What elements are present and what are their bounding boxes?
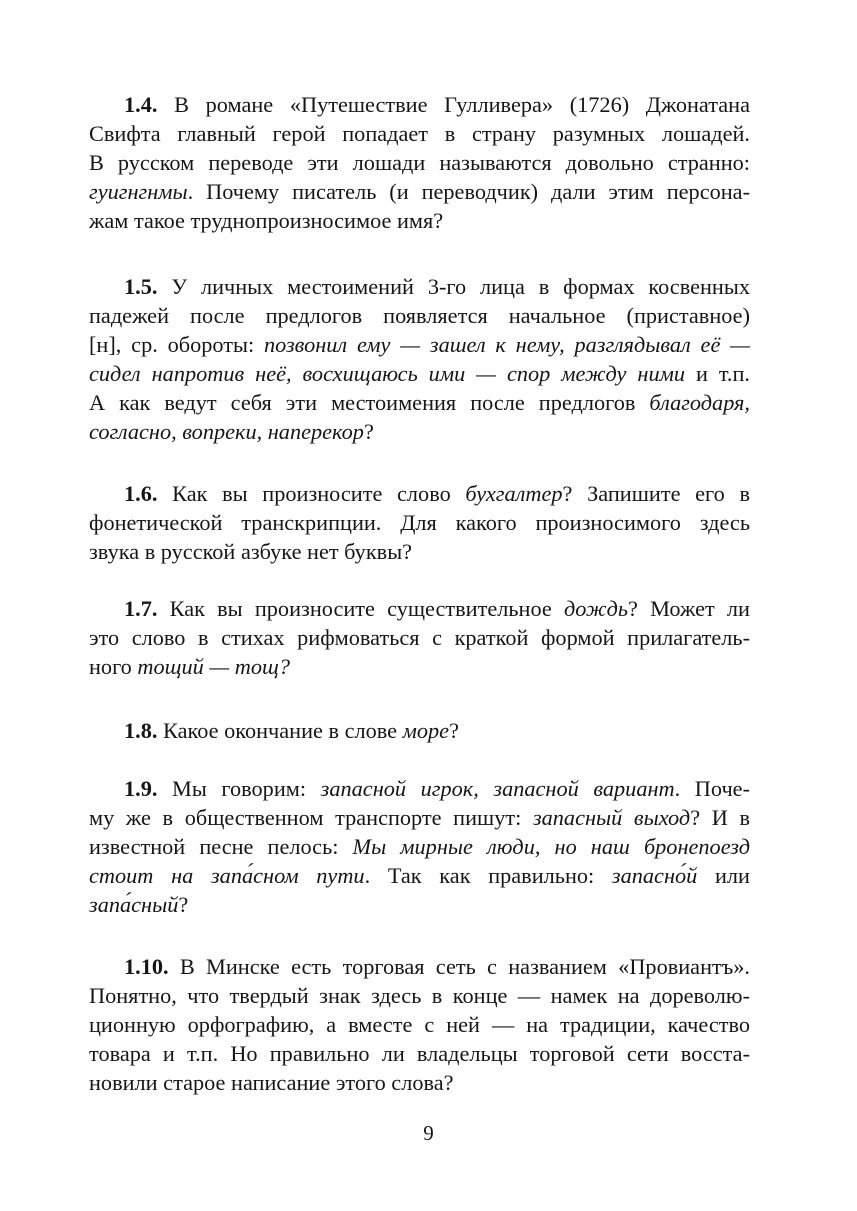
italic-example: море (402, 718, 450, 743)
italic-example: запасной игрок, запасной вариант (320, 776, 675, 801)
text-segment: товара и т.п. Но правильно ли владельцы торговой сети восста- (89, 1041, 750, 1066)
text-segment: В русском переводе эти лошади называются довольно странно: (89, 150, 750, 175)
text-segment: . Поче- (674, 776, 751, 801)
text-line (89, 479, 750, 508)
text-line (89, 861, 750, 890)
page-number: 9 (423, 1121, 434, 1145)
text-segment: ? (363, 419, 374, 444)
text-line (89, 330, 750, 359)
text-segment: . Так как правильно: (364, 863, 612, 888)
problem-number: 1.7. (124, 596, 158, 621)
text-line (89, 272, 750, 301)
italic-example: стоит на запа́сном пути (89, 863, 365, 888)
text-line (89, 301, 750, 330)
text-segment: жам такое труднопроизносимое имя? (89, 208, 444, 233)
text-line (89, 537, 750, 566)
text-segment: звука в русской азбуке нет буквы? (89, 539, 413, 564)
text-segment: Как вы произносите слово (157, 481, 466, 506)
italic-example: позвонил ему — зашел к нему, разглядывал её — (263, 332, 750, 357)
text-line (89, 90, 750, 119)
text-segment: В Минске есть торговая сеть с названием «Провиантъ». (168, 954, 750, 979)
problem-number: 1.4. (124, 92, 158, 117)
italic-example: согласно, вопреки, наперекор (89, 419, 364, 444)
text-segment: ? И в (690, 805, 750, 830)
problem-1-8 (89, 716, 750, 745)
text-segment: В романе «Путешествие Гулливера» (1726) Джонатана (157, 92, 750, 117)
text-line (89, 623, 750, 652)
text-line (89, 148, 750, 177)
italic-example: запасный выход (532, 805, 691, 830)
problem-1-7 (89, 594, 750, 681)
italic-example: тощий — тощ? (137, 654, 290, 679)
text-segment: фонетической транскрипции. Для какого произносимого здесь (89, 510, 750, 535)
text-line (89, 803, 750, 832)
text-line (89, 1010, 750, 1039)
problem-number: 1.5. (124, 274, 158, 299)
italic-example: дождь (563, 596, 629, 621)
text-segment: новили старое написание этого слова? (89, 1070, 454, 1095)
text-segment: Как вы произносите существительное (157, 596, 564, 621)
problem-1-4 (89, 90, 750, 235)
italic-example: благодаря, (649, 390, 750, 415)
text-line (89, 832, 750, 861)
text-segment: или (697, 863, 750, 888)
problem-1-5 (89, 272, 750, 446)
problem-number: 1.9. (124, 776, 158, 801)
problem-number: 1.10. (124, 954, 169, 979)
text-segment: Мы говорим: (157, 776, 321, 801)
text-segment: известной песне пелось: (89, 834, 353, 859)
text-line (89, 1039, 750, 1068)
text-segment: А как ведут себя эти местоимения после предлогов (89, 390, 650, 415)
text-segment: ного (89, 654, 138, 679)
problem-1-9 (89, 774, 750, 919)
text-segment: У личных местоимений 3-го лица в формах косвенных (157, 274, 750, 299)
italic-example: запасно́й (611, 863, 698, 888)
text-segment: ? (178, 892, 189, 917)
problem-number: 1.6. (124, 481, 158, 506)
italic-example: гуигнгнмы (89, 179, 188, 204)
text-line (89, 594, 750, 623)
text-line (89, 981, 750, 1010)
italic-example: сидел напротив неё, восхищаюсь ими — спор между ними (89, 361, 685, 386)
text-segment: падежей после предлогов появляется начальное (приставное) (89, 303, 750, 328)
text-line (89, 206, 750, 235)
text-segment: Какое окончание в слове (157, 718, 403, 743)
text-line (89, 508, 750, 537)
text-segment: ционную орфографию, а вместе с ней — на традиции, качество (89, 1012, 750, 1037)
text-segment: это слово в стихах рифмоваться с краткой формой прилагатель- (89, 625, 750, 650)
problem-1-10 (89, 952, 750, 1097)
text-line (89, 890, 750, 919)
italic-example: Мы мирные люди, но наш бронепоезд (352, 834, 750, 859)
text-segment: Понятно, что твердый знак здесь в конце — намек на дореволю- (89, 983, 750, 1008)
text-line (89, 119, 750, 148)
text-line (89, 417, 750, 446)
italic-example: бухгалтер (465, 481, 563, 506)
text-line (89, 952, 750, 981)
text-segment: Свифта главный герой попадает в страну разумных лошадей. (89, 121, 750, 146)
problem-1-6 (89, 479, 750, 566)
text-segment: ? Запишите его в (562, 481, 750, 506)
text-line (89, 359, 750, 388)
text-segment: . Почему писатель (и переводчик) дали этим персона- (187, 179, 750, 204)
text-line (89, 774, 750, 803)
text-segment: ? (449, 718, 459, 743)
text-line (89, 388, 750, 417)
text-segment: [н], ср. обороты: (89, 332, 264, 357)
text-line (89, 652, 750, 681)
text-line (89, 177, 750, 206)
problem-number: 1.8. (124, 718, 158, 743)
text-segment: и т.п. (685, 361, 750, 386)
text-segment: му же в общественном транспорте пишут: (89, 805, 533, 830)
text-line (89, 716, 750, 745)
text-segment: ? Может ли (628, 596, 750, 621)
text-line (89, 1068, 750, 1097)
italic-example: запа́сный (89, 892, 179, 917)
